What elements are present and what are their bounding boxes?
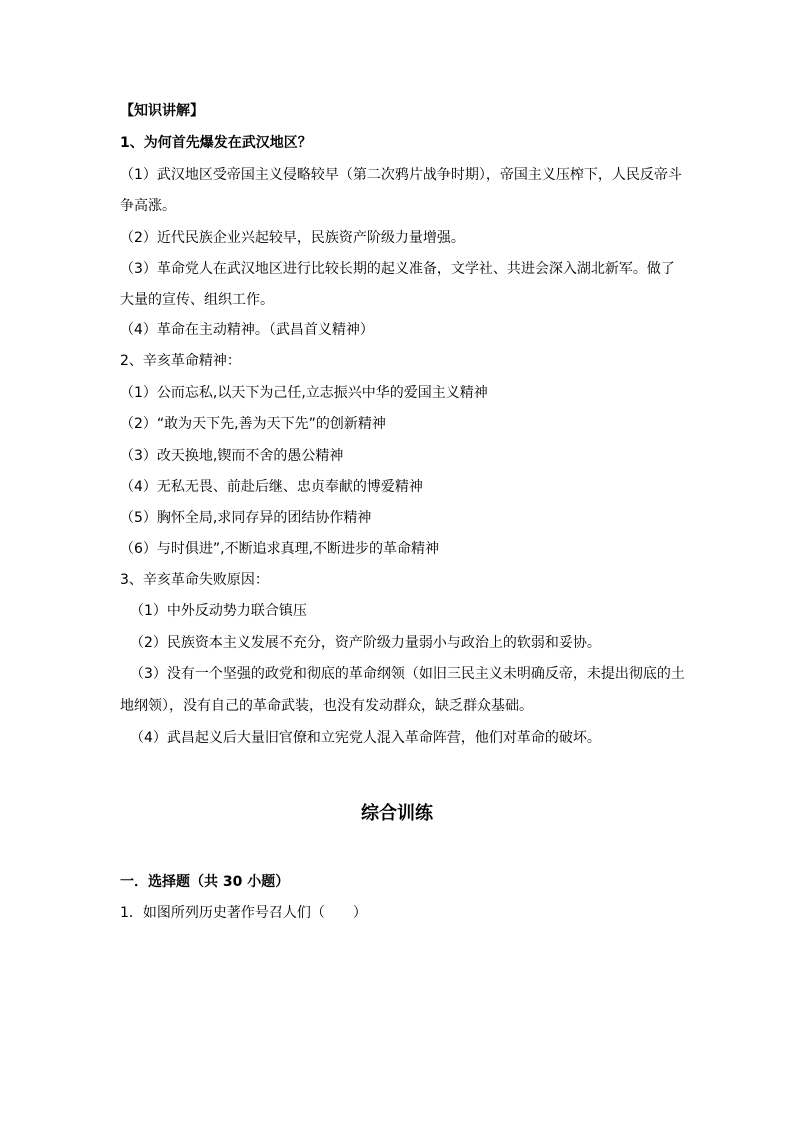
q1-item-3b: 大量的宣传、组织工作。: [120, 292, 274, 308]
q1-item-1b: 争高涨。: [120, 198, 176, 214]
q2-item-3: （3）改天换地,锲而不舍的愚公精神: [120, 448, 344, 464]
q3-item-3b: 地纲领），没有自己的革命武装，也没有发动群众，缺乏群众基础。: [120, 698, 533, 714]
q2-item-5: （5）胸怀全局,求同存异的团结协作精神: [120, 510, 372, 526]
choice-section-heading: 一．选择题（共 30 小题）: [120, 874, 290, 890]
q2-title: 2、辛亥革命精神：: [120, 353, 241, 369]
q3-title: 3、辛亥革命失败原因：: [120, 572, 269, 588]
q1-item-2: （2）近代民族企业兴起较早，民族资产阶级力量增强。: [120, 230, 465, 246]
q1-item-4: （4）革命在主动精神。（武昌首义精神）: [120, 322, 374, 338]
q1-title: 1、为何首先爆发在武汉地区？: [120, 135, 312, 151]
q2-item-2: （2）“敢为天下先,善为天下先”的创新精神: [120, 416, 386, 432]
q1-item-1a: （1）武汉地区受帝国主义侵略较早（第二次鸦片战争时期），帝国主义压榨下，人民反帝斗: [120, 167, 682, 183]
q2-item-6: （6）与时俱进”,不断追求真理,不断进步的革命精神: [120, 541, 440, 557]
q3-item-1: （1）中外反动势力联合镇压: [130, 603, 307, 619]
knowledge-heading: 【知识讲解】: [120, 103, 204, 119]
training-title: 综合训练: [361, 803, 433, 824]
q3-item-3a: （3）没有一个坚强的政党和彻底的革命纲领（如旧三民主义未明确反帝，未提出彻底的土: [130, 666, 685, 682]
q1-item-3a: （3）革命党人在武汉地区进行比较长期的起义准备，文学社、共进会深入湖北新军。做了: [120, 261, 675, 277]
q2-item-4: （4）无私无畏、前赴后继、忠贞奉献的博爱精神: [120, 479, 423, 495]
q2-item-1: （1）公而忘私,以天下为己任,立志振兴中华的爱国主义精神: [120, 385, 488, 401]
question-1: 1．如图所列历史著作号召人们（ ）: [120, 905, 367, 921]
q3-item-4: （4）武昌起义后大量旧官僚和立宪党人混入革命阵营，他们对革命的破坏。: [130, 730, 601, 746]
q3-item-2: （2）民族资本主义发展不充分，资产阶级力量弱小与政治上的软弱和妥协。: [130, 635, 601, 651]
